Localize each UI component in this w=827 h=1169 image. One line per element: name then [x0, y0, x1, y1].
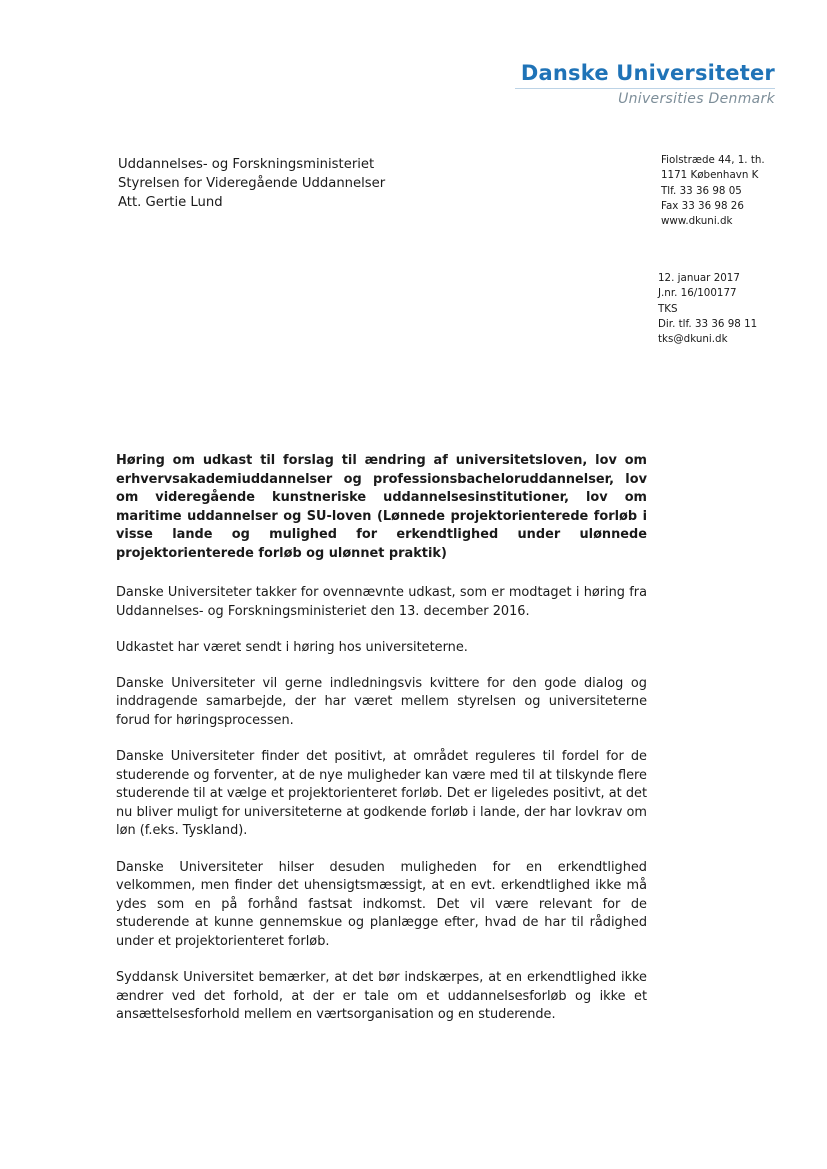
recipient-line: Att. Gertie Lund	[118, 195, 223, 210]
body-paragraph: Danske Universiteter hilser desuden muligheden for en erkendtlighed velkommen, men finder det uhensigtsmæssigt, at en evt. erkendtlighed ikke må ydes som en på forhånd fastsat indkomst. Det vil være relevant for de studerende at kunne gennemskue og planlægge efter, hvad de har til rådighed under et projektorienteret forløb.	[116, 859, 647, 949]
sender-contact-block	[661, 153, 765, 229]
logo-subtitle: Universities Denmark	[618, 91, 775, 107]
recipient-line: Styrelsen for Videregående Uddannelser	[118, 176, 386, 191]
contact-postcode: 1171 København K	[661, 169, 759, 182]
contact-fax: Fax 33 36 98 26	[661, 199, 744, 212]
contact-address: Fiolstræde 44, 1. th.	[661, 154, 765, 166]
body-paragraph: Danske Universiteter takker for ovennævnte udkast, som er modtaget i høring fra Uddannelses- og Forskningsministeriet den 13. december 2016.	[116, 585, 647, 619]
body-paragraph: Danske Universiteter vil gerne indledningsvis kvittere for den gode dialog og inddragende samarbejde, der har været mellem styrelsen og universiteterne forud for høringsprocessen.	[116, 675, 647, 728]
logo-divider	[515, 88, 775, 89]
organization-logo	[445, 60, 775, 108]
recipient-address	[118, 155, 385, 212]
body-paragraph: Danske Universiteter finder det positivt, at området reguleres til fordel for de studerende og forventer, at de nye muligheder kan være med til at tilskynde flere studerende til at vælge et projektorienteret forløb. Det er ligeledes positivt, at det nu bliver muligt for universiteterne at godkende forløb i lande, der har lovkrav om løn (f.eks. Tyskland).	[116, 749, 647, 839]
body-paragraph: Udkastet har været sendt i høring hos universiteterne.	[116, 639, 468, 655]
author-email[interactable]: tks@dkuni.dk	[658, 333, 728, 346]
journal-number: J.nr. 16/100177	[658, 287, 737, 300]
letter-meta-block	[658, 271, 757, 347]
letter-subject: Høring om udkast til forslag til ændring af universitetsloven, lov om erhvervsakademiuddannelser og professionsbacheloruddannelser, lov om videregående kunstneriske uddannelsesinstitutioner, lov om maritime uddannelser og SU-loven (Lønnede projektorienterede forløb i visse lande og mulighed for erkendtlighed under ulønnede projektorienterede forløb og ulønnet praktik)	[116, 453, 647, 561]
direct-phone: Dir. tlf. 33 36 98 11	[658, 317, 758, 330]
letter-date: 12. januar 2017	[658, 272, 740, 284]
contact-website[interactable]: www.dkuni.dk	[661, 215, 733, 228]
recipient-line: Uddannelses- og Forskningsministeriet	[118, 157, 375, 172]
logo-name: Danske Universiteter	[520, 61, 775, 85]
body-paragraph: Syddansk Universitet bemærker, at det bør indskærpes, at en erkendtlighed ikke ændrer ved det forhold, at der er tale om et uddannelsesforløb og ikke et ansættelsesforhold mellem en værtsorganisation og en studerende.	[116, 970, 647, 1023]
contact-phone: Tlf. 33 36 98 05	[661, 184, 742, 197]
letter-body	[116, 584, 647, 1042]
author-initials: TKS	[658, 302, 678, 315]
